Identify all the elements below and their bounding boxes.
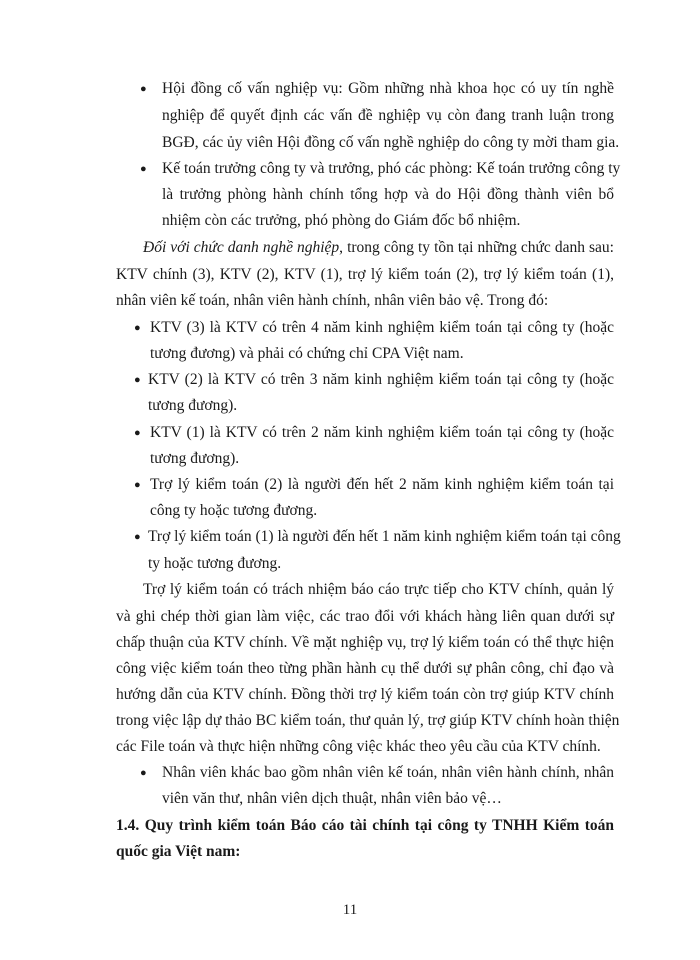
paragraph-line [143,238,614,258]
paragraph-text: , trong công ty tồn tại những chức danh sau: [339,239,614,256]
bullet-dot: ● [140,83,147,95]
bullet-dot: ● [134,374,141,386]
italic-lead: Đối với chức danh nghề nghiệp [143,239,340,256]
bullet-line: công ty hoặc tương đương. [150,502,318,519]
bullet-line: Kế toán trưởng công ty và trưởng, phó các phòng: Kế toán trưởng công ty [162,160,621,177]
bullet-line: Nhân viên khác bao gồm nhân viên kế toán, nhân viên hành chính, nhân [162,764,614,781]
bullet-dot: ● [134,322,141,334]
paragraph-line: nhân viên kế toán, nhân viên hành chính, nhân viên bảo vệ. Trong đó: [116,292,549,309]
paragraph-line: hướng dẫn của KTV chính. Đồng thời trợ lý kiểm toán còn trợ giúp KTV chính [116,686,614,703]
bullet-line: ty hoặc tương đương. [148,555,282,572]
bullet-line: tương đương). [150,450,240,467]
bullet-line: nhiệm còn các trưởng, phó phòng do Giám đốc bổ nhiệm. [162,212,521,229]
section-heading: 1.4. Quy trình kiểm toán Báo cáo tài chính tại công ty TNHH Kiểm toán [116,817,614,834]
bullet-line: KTV (2) là KTV có trên 3 năm kinh nghiệm kiểm toán tại công ty (hoặc [148,371,614,388]
bullet-line: BGĐ, các ủy viên Hội đồng cố vấn nghề nghiệp do công ty mời tham gia. [162,134,620,151]
paragraph-line: KTV chính (3), KTV (2), KTV (1), trợ lý kiểm toán (2), trợ lý kiểm toán (1), [116,266,614,283]
bullet-dot: ● [140,767,147,779]
bullet-line: KTV (1) là KTV có trên 2 năm kinh nghiệm kiểm toán tại công ty (hoặc [150,424,614,441]
paragraph-line: Trợ lý kiểm toán có trách nhiệm báo cáo trực tiếp cho KTV chính, quản lý [143,581,614,598]
bullet-line: Hội đồng cố vấn nghiệp vụ: Gồm những nhà khoa học có uy tín nghề [162,80,614,97]
bullet-line: tương đương) và phải có chứng chỉ CPA Việt nam. [150,345,464,362]
bullet-line: nghiệp để quyết định các vấn đề nghiệp vụ còn đang tranh luận trong [162,107,614,124]
bullet-line: viên văn thư, nhân viên dịch thuật, nhân viên bảo vệ… [162,790,502,807]
bullet-dot: ● [134,531,141,543]
page-number: 11 [342,902,358,918]
paragraph-line: công việc kiểm toán theo từng phần hành cụ thể dưới sự phân công, chỉ đạo và [116,660,614,677]
paragraph-line: và ghi chép thời gian làm việc, các trao đổi với khách hàng liên quan dưới sự [116,608,614,625]
bullet-dot: ● [134,427,141,439]
bullet-line: Trợ lý kiểm toán (1) là người đến hết 1 năm kinh nghiệm kiểm toán tại công [148,528,621,545]
bullet-line: tương đương). [148,397,238,414]
paragraph-line: trong việc lập dự thảo BC kiểm toán, thư quản lý, trợ giúp KTV chính hoàn thiện [116,712,620,729]
bullet-line: Trợ lý kiểm toán (2) là người đến hết 2 năm kinh nghiệm kiểm toán tại [150,476,614,493]
bullet-line: KTV (3) là KTV có trên 4 năm kinh nghiệm kiểm toán tại công ty (hoặc [150,319,614,336]
bullet-line: là trưởng phòng hành chính tổng hợp và do Hội đồng thành viên bổ [162,186,614,203]
bullet-dot: ● [140,163,147,175]
paragraph-line: các File toán và thực hiện những công việc khác theo yêu cầu của KTV chính. [116,738,601,755]
section-heading: quốc gia Việt nam: [116,843,241,860]
paragraph-line: chấp thuận của KTV chính. Về mặt nghiệp vụ, trợ lý kiểm toán có thể thực hiện [116,634,614,651]
bullet-dot: ● [134,479,141,491]
